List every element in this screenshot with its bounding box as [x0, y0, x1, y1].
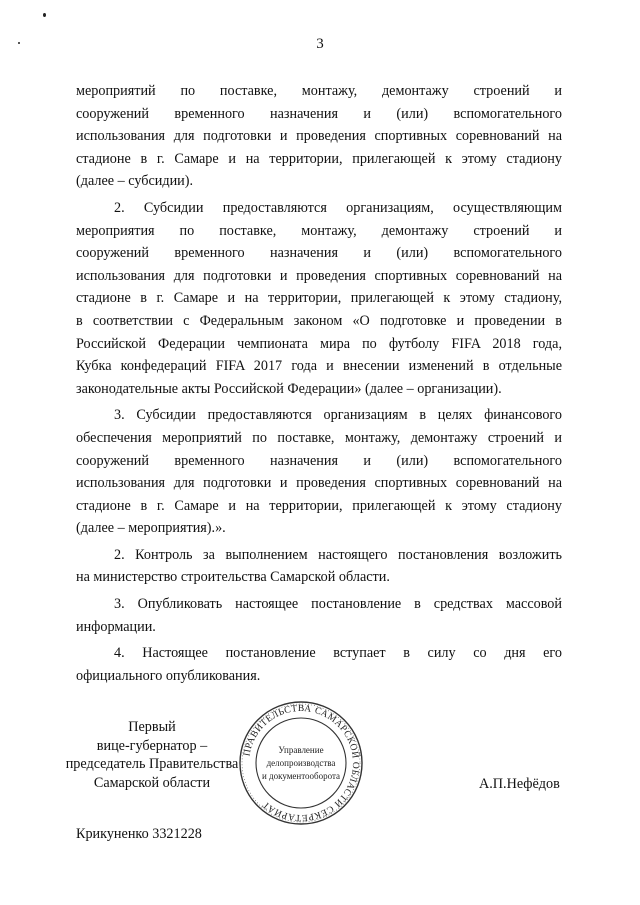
text-line: 2. Субсидии предоставляются организациям, осуществляющим: [114, 199, 562, 216]
paragraph: [76, 544, 562, 589]
text-line: мероприятия по поставке, монтажу, демонтажу строений и: [76, 222, 562, 239]
document-body: [76, 80, 562, 687]
scan-speck: [43, 13, 46, 17]
text-line: в соответствии с Федеральным законом «О подготовке и проведении в: [76, 312, 562, 329]
text-line: использования для подготовки и проведения спортивных соревнований на: [76, 267, 562, 284]
paragraph: [76, 593, 562, 638]
signatory-position-line: вице-губернатор –: [96, 737, 208, 754]
text-line: стадионе в г. Самаре и на территории, прилегающей к этому стадиону: [76, 150, 562, 167]
text-line: использования для подготовки и проведения спортивных соревнований на: [76, 128, 562, 145]
text-line: Кубка конфедераций FIFA 2017 года и внесении изменений в отдельные: [76, 358, 562, 375]
text-line: обеспечения мероприятий по поставке, монтажу, демонтажу строений и: [76, 429, 562, 446]
signatory-position: [64, 718, 240, 792]
paragraph: [76, 80, 562, 193]
text-line: официального опубликования.: [76, 667, 261, 684]
signatory-name: А.П.Нефёдов: [479, 776, 560, 792]
text-line: 3. Опубликовать настоящее постановление в средствах массовой: [114, 596, 562, 613]
text-line: информации.: [76, 618, 156, 635]
text-line: (далее – субсидии).: [76, 173, 194, 190]
paragraph: [76, 642, 562, 687]
executor-contact: Крикуненко 3321228: [76, 826, 202, 842]
paragraph: [76, 197, 562, 400]
text-line: 3. Субсидии предоставляются организациям в целях финансового: [114, 407, 562, 424]
text-line: использования для подготовки и проведения спортивных соревнований на: [76, 475, 562, 492]
paragraph: [76, 404, 562, 540]
scan-speck: [18, 42, 20, 44]
stamp-center-line: и документооборота: [261, 771, 341, 781]
text-line: сооружений временного назначения и (или) вспомогательного: [76, 245, 562, 262]
text-line: (далее – мероприятия).».: [76, 520, 226, 537]
text-line: стадионе в г. Самаре и на территории, прилегающей к этому стадиону,: [76, 290, 562, 307]
text-line: мероприятий по поставке, монтажу, демонтажу строений и: [76, 83, 562, 99]
signatory-position-line: Самарской области: [93, 774, 211, 791]
page-number: 3: [316, 36, 324, 52]
stamp-center-line: Управление: [278, 745, 324, 755]
text-line: 2. Контроль за выполнением настоящего постановления возложить: [114, 546, 562, 563]
text-line: сооружений временного назначения и (или) вспомогательного: [76, 452, 562, 469]
stamp-ring-text: ПРАВИТЕЛЬСТВА САМАРСКОЙ ОБЛАСТИ СЕКРЕТАРИАТ: [242, 703, 361, 823]
stamp-center-line: делопроизводства: [266, 758, 336, 768]
official-stamp: [238, 700, 364, 826]
text-line: законодательные акты Российской Федерации» (далее – организации).: [76, 380, 502, 397]
signatory-position-line: Первый: [128, 719, 176, 735]
text-line: на министерство строительства Самарской области.: [76, 569, 390, 586]
text-line: 4. Настоящее постановление вступает в силу со дня его: [114, 645, 562, 662]
signatory-position-line: председатель Правительства: [65, 756, 239, 772]
text-line: Российской Федерации чемпионата мира по футболу FIFA 2018 года,: [76, 335, 562, 352]
text-line: сооружений временного назначения и (или) вспомогательного: [76, 105, 562, 122]
text-line: стадионе в г. Самаре и на территории, прилегающей к этому стадиону: [76, 497, 562, 514]
